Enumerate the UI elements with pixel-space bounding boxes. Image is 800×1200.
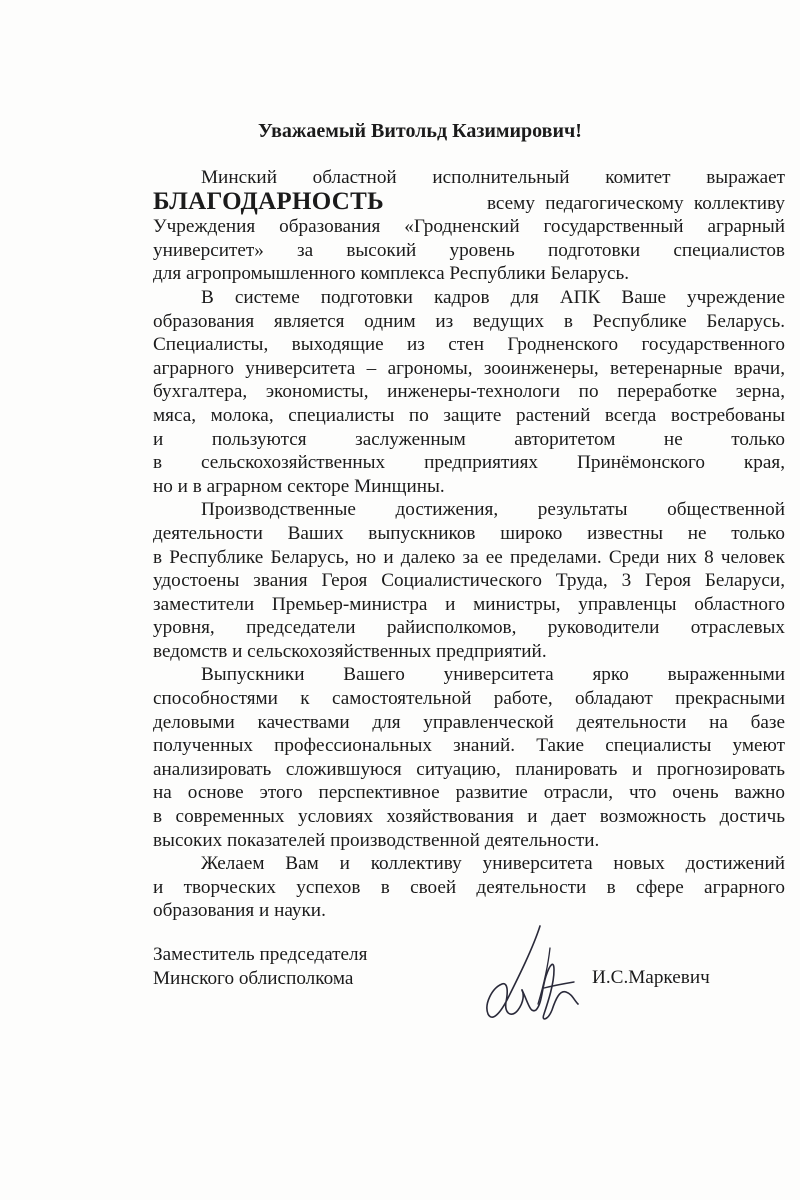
paragraph-line: в сельскохозяйственных предприятиях Принёмонского края, (153, 452, 785, 474)
paragraph-line: на основе этого перспективное развитие отрасли, что очень важно (153, 782, 785, 804)
handwritten-signature (478, 918, 588, 1038)
paragraph-line: и пользуются заслуженным авторитетом не только (153, 428, 785, 450)
paragraph-line: Производственные достижения, результаты общественной (201, 499, 785, 521)
paragraph-line: Выпускники Вашего университета ярко выраженными (201, 664, 785, 686)
paragraph-line: Минский областной исполнительный комитет выражает (201, 167, 785, 188)
signer-name: И.С.Маркевич (592, 967, 710, 988)
paragraph-line: полученных профессиональных знаний. Такие специалисты умеют (153, 735, 785, 757)
gratitude-word: БЛАГОДАРНОСТЬ (153, 187, 384, 215)
paragraph-line-rest: всему педагогическому коллективу (486, 192, 785, 214)
paragraph-1 (153, 166, 785, 286)
paragraph-line: уровня, председатели райисполкомов, руководители отраслевых (153, 617, 785, 639)
paragraph-line: университет» за высокий уровень подготовки специалистов (153, 239, 785, 261)
paragraph-3 (153, 498, 785, 663)
paragraph-line: образования и науки. (153, 900, 326, 922)
salutation: Уважаемый Витольд Казимирович! (258, 120, 582, 142)
signer-title-line: Минского облисполкома (153, 967, 354, 989)
paragraph-line: В системе подготовки кадров для АПК Ваше учреждение (201, 286, 785, 308)
paragraph-line: анализировать сложившуюся ситуацию, планировать и прогнозировать (153, 758, 785, 780)
signer-title-line: Заместитель председателя (153, 944, 368, 965)
paragraph-line: удостоены звания Героя Социалистического Труда, 3 Героя Беларуси, (153, 570, 785, 592)
paragraph-line: деловыми качествами для управленческой деятельности на базе (153, 711, 785, 733)
paragraph-line: аграрного университета – агрономы, зооинженеры, ветеренарные врачи, (153, 357, 785, 379)
signer-title (153, 943, 367, 990)
paragraph-line: высоких показателей производственной деятельности. (153, 829, 600, 851)
paragraph-line: ведомств и сельскохозяйственных предприятий. (153, 640, 547, 662)
paragraph-5 (153, 852, 785, 923)
paragraph-line: и творческих успехов в своей деятельности в сфере аграрного (153, 876, 785, 898)
paragraph-4 (153, 663, 785, 852)
paragraph-2 (153, 286, 785, 498)
paragraph-line: образования является одним из ведущих в Республике Беларусь. (153, 310, 785, 332)
paragraph-line: деятельности Ваших выпускников широко известны не только (153, 522, 785, 544)
paragraph-line: бухгалтера, экономисты, инженеры-технологи по переработке зерна, (153, 381, 785, 403)
paragraph-line (153, 187, 785, 216)
paragraph-line: Специалисты, выходящие из стен Гродненского государственного (153, 334, 785, 356)
paragraph-line: в Республике Беларусь, но и далеко за ее пределами. Среди них 8 человек (153, 546, 785, 568)
paragraph-line: Учреждения образования «Гродненский государственный аграрный (153, 216, 785, 238)
paragraph-line: в современных условиях хозяйствования и дает возможность достичь (153, 806, 785, 828)
paragraph-line: но и в аграрном секторе Минщины. (153, 475, 445, 497)
paragraph-line: мяса, молока, специалисты по защите растений всегда востребованы (153, 404, 785, 426)
paragraph-line: способностями к самостоятельной работе, обладают прекрасными (153, 688, 785, 710)
letter-body (153, 166, 785, 923)
paragraph-line: для агропромышленного комплекса Республики Беларусь. (153, 263, 630, 285)
paragraph-line: заместители Премьер-министра и министры, управленцы областного (153, 593, 785, 615)
paragraph-line: Желаем Вам и коллективу университета новых достижений (201, 853, 785, 875)
